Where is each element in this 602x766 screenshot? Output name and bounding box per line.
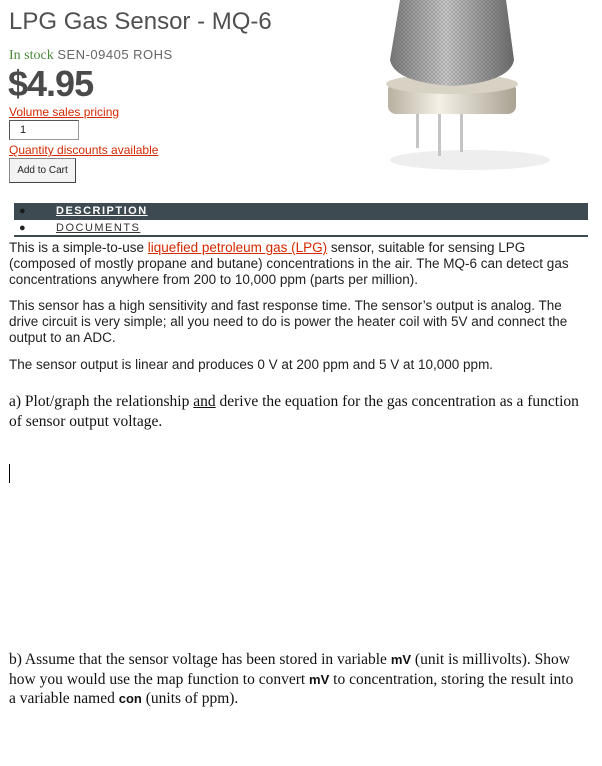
description-text: This is a simple-to-use [9,240,148,255]
lpg-link[interactable]: liquefied petroleum gas (LPG) [147,240,328,255]
variable-con: con [118,691,142,706]
description-text: sensor, suitable for sensing LPG (composed of mostly propane and butane) concentrations in the air. The MQ-6 can detect gas concentrations anywhere from 200 to 10,000 ppm (parts per million). [9,240,569,287]
tab-bullet: ● [19,205,26,217]
question-a-underlined: and [193,393,216,410]
description-paragraph-3: The sensor output is linear and produces 0 V at 200 ppm and 5 V at 10,000 ppm. [9,357,494,372]
tab-description-label: DESCRIPTION [56,205,148,217]
question-b-text: b) Assume that the sensor voltage has been stored in variable [9,651,391,668]
quantity-discounts-link[interactable]: Quantity discounts available [9,143,159,157]
tab-description[interactable] [14,203,588,220]
variable-mv: mV [390,652,412,667]
volume-pricing-link[interactable]: Volume sales pricing [9,105,120,119]
question-b-text: (units of ppm). [141,690,239,707]
stock-status: In stock [9,48,54,63]
tab-bullet: ● [19,222,26,234]
tab-documents-label: DOCUMENTS [56,222,141,234]
quantity-input[interactable]: 1 [9,120,79,140]
tab-bar [14,203,588,237]
question-a-text: derive the equation for the gas concentration as a function of sensor output voltage. [9,393,579,430]
question-a [9,392,579,431]
question-a-text: a) Plot/graph the relationship [9,393,194,410]
description-paragraph-1 [9,240,589,288]
sku-label: SEN-09405 ROHS [57,47,173,62]
description-paragraph-2: This sensor has a high sensitivity and fast response time. The sensor’s output is analog. The drive circuit is very simple; all you need to do is power the heater coil with 5V and connect the output to an ADC. [9,298,568,345]
question-b-text: to concentration, storing the result into a variable named [9,670,574,707]
text-cursor[interactable] [9,464,10,483]
price: $4.95 [8,63,94,104]
product-title: LPG Gas Sensor - MQ-6 [9,8,272,35]
tab-documents[interactable] [14,220,588,237]
variable-mv: mV [309,671,330,687]
stock-line [9,47,173,64]
add-to-cart-button[interactable]: Add to Cart [9,158,76,183]
question-b-text: (unit is millivolts). Show how you would use the map function to convert [9,651,570,688]
sensor-product-image [360,0,570,180]
question-b [9,650,579,709]
